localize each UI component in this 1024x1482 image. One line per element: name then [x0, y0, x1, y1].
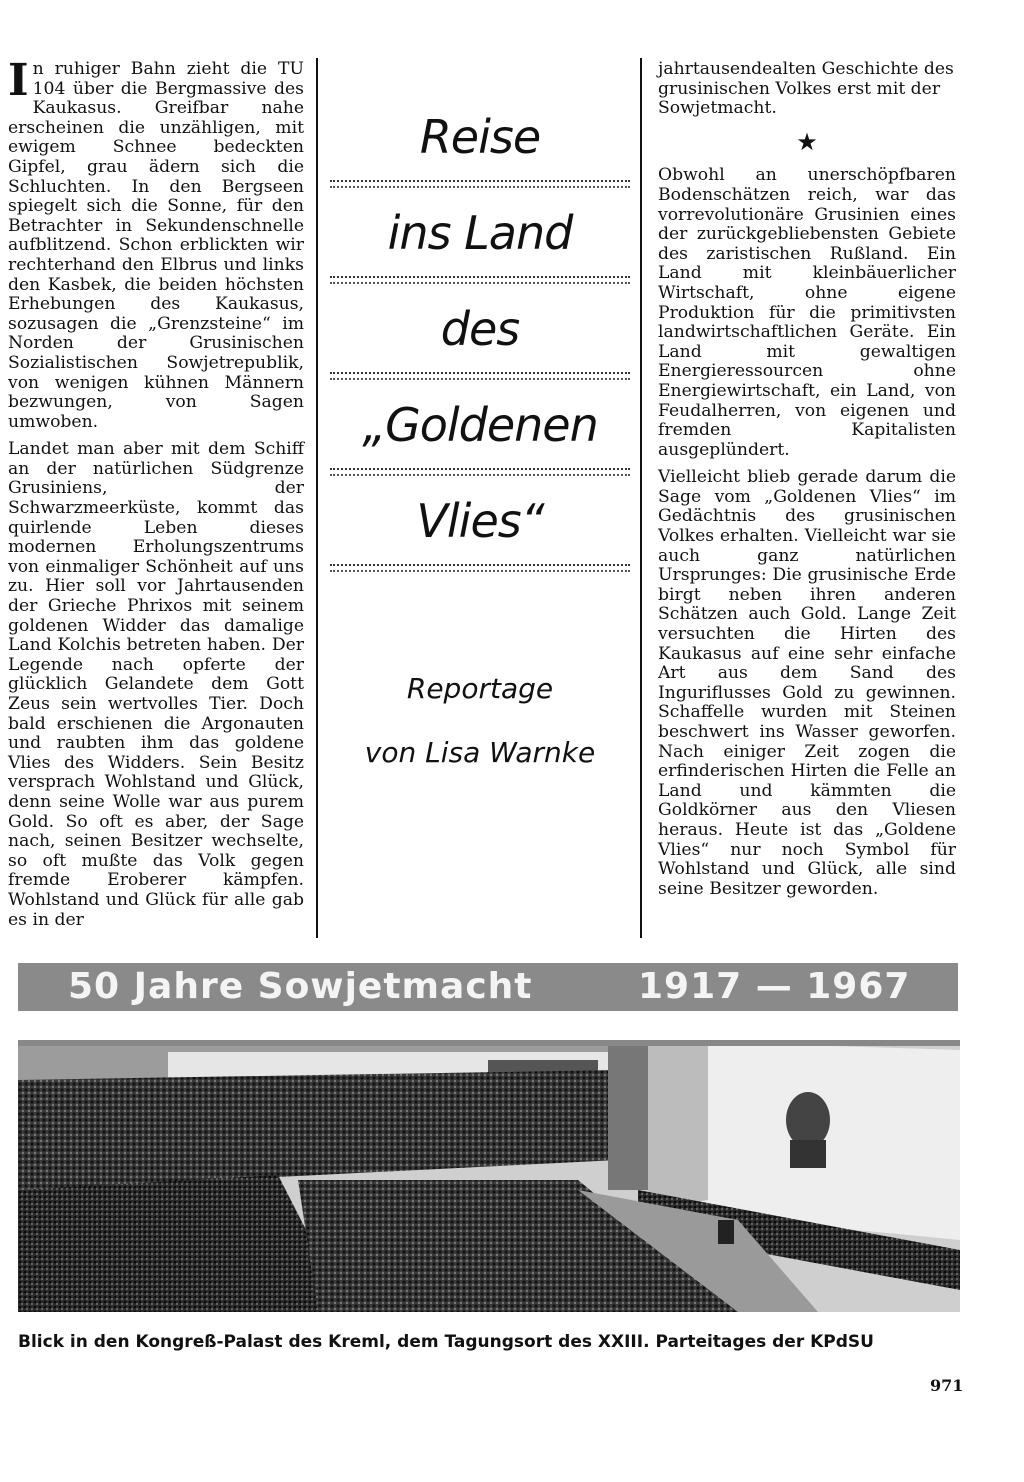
dropcap: I [8, 55, 29, 106]
anniversary-banner [18, 963, 958, 1011]
banner-title: 50 Jahre Sowjetmacht [68, 966, 533, 1007]
banner-years: 1917 — 1967 [638, 966, 911, 1007]
title-divider [330, 372, 630, 380]
title-divider [330, 276, 630, 284]
star-separator-icon: ★ [796, 127, 818, 156]
left-paragraph-2: Landet man aber mit dem Schiff an der natürlichen Südgrenze Grusiniens, der Schwarzmeerküste, kommt das quirlende Leben dieses modernen Erholungszentrums von einmaliger Schönheit auf uns zu. Hier soll vor Jahrtausenden der Grieche Phrixos mit seinem goldenen Widder das damalige Land Kolchis betreten haben. Der Legende nach opferte der glücklich Gelandete dem Gott Zeus sein wertvolles Tier. Doch bald erschienen die Argonauten und raubten ihm das goldene Vlies des Widders. Sein Besitz versprach Wohlstand und Glück, denn seine Wolle war aus purem Gold. So oft es aber, der Sage nach, seinen Besitzer wechselte, so oft mußte das Volk gegen fremde Eroberer kämpfen. Wohlstand und Glück für alle gab es in der [8, 439, 304, 930]
title-line: Reise [419, 110, 541, 164]
byline-label: Reportage [406, 672, 554, 705]
article-left-column [8, 55, 304, 938]
title-line: „Goldenen [362, 398, 598, 452]
right-intro: jahrtausendealten Geschichte des grusinischen Volkes erst mit der Sowjetmacht. [658, 59, 954, 119]
page-number: 971 [930, 1376, 964, 1395]
title-line: ins Land [387, 206, 573, 260]
title-divider [330, 468, 630, 476]
right-paragraph-1: Obwohl an unerschöpfbaren Bodenschätzen reich, war das vorrevolutionäre Grusinien eines der zurückgebliebensten Gebiete des zaristischen Rußland. Ein Land mit kleinbäuerlicher Wirtschaft, ohne eigene Produktion für die primitivsten landwirtschaftlichen Geräte. Ein Land mit gewaltigen Energieressourcen ohne Energiewirtschaft, ein Land, von Feudalherren, von eigenen und fremden Kapitalisten ausgeplündert. [658, 165, 956, 460]
column-rule-left [316, 58, 318, 938]
article-right-column [658, 60, 956, 907]
title-line: Vlies“ [416, 494, 544, 548]
title-divider [330, 180, 630, 188]
title-divider [330, 564, 630, 572]
kremlin-congress-hall-photo [18, 1040, 960, 1312]
column-rule-right [640, 58, 642, 938]
byline-author: von Lisa Warnke [364, 736, 596, 769]
article-title [330, 100, 630, 580]
title-line: des [440, 302, 520, 356]
photo-caption: Blick in den Kongreß-Palast des Kreml, dem Tagungsort des XXIII. Parteitages der KPdSU [18, 1332, 874, 1352]
right-paragraph-2: Vielleicht blieb gerade darum die Sage vom „Goldenen Vlies“ im Gedächtnis des grusinischen Volkes erhalten. Vielleicht war sie auch ganz natürlichen Ursprunges: Die grusinische Erde birgt neben ihren anderen Schätzen auch Gold. Lange Zeit versuchten die Hirten des Kaukasus auf eine sehr einfache Art aus dem Sand des Inguriflusses Gold zu gewinnen. Schaffelle wurden mit Steinen beschwert ins Wasser geworfen. Nach einiger Zeit zogen die erfinderischen Hirten die Felle an Land und kämmten die Goldkörner aus den Vliesen heraus. Heute ist das „Goldene Vlies“ nur noch Symbol für Wohlstand und Glück, alle sind seine Besitzer geworden. [658, 467, 956, 899]
left-paragraph-1: In ruhiger Bahn zieht die TU 104 über die Bergmassive des Kaukasus. Greifbar nahe erscheinen die unzähligen, mit ewigem Schnee bedeckten Gipfel, grau ädern sich die Schluchten. In den Bergseen spiegelt sich die Sonne, für den Betrachter in Sekundenschnelle aufblitzend. Schon erblickten wir rechterhand den Elbrus und links den Kasbek, die beiden höchsten Erhebungen des Kaukasus, sozusagen die „Grenzsteine“ im Norden der Grusinischen Sozialistischen Sowjetrepublik, von wenigen kühnen Männern bezwungen, von Sagen umwoben. [8, 55, 304, 432]
